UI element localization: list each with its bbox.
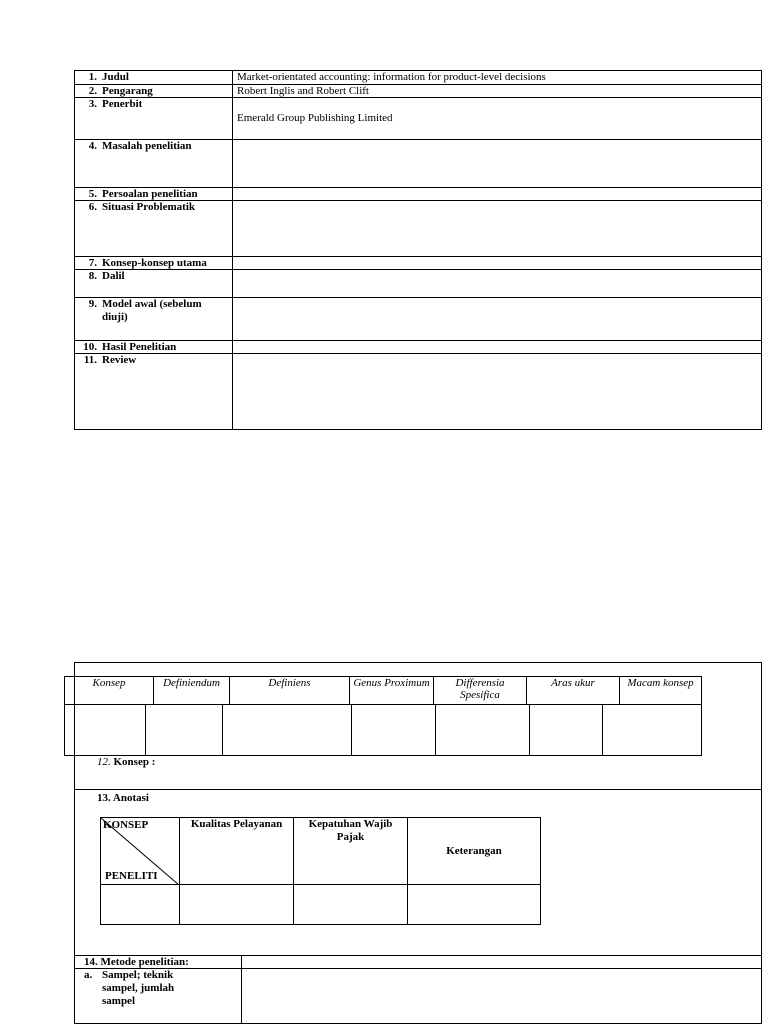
- label-review: Review: [102, 354, 137, 366]
- label-konsep-utama: Konsep-konsep utama: [102, 257, 207, 269]
- anotasi-cell: [180, 885, 294, 925]
- label-model-awal: Model awal (sebelum diuji): [102, 298, 202, 323]
- header-definiendum: Definiendum: [154, 677, 230, 705]
- form-row-pengarang: 2. Pengarang Robert Inglis and Robert Clift: [75, 85, 762, 98]
- label-masalah: Masalah penelitian: [102, 140, 192, 152]
- value-review: [233, 354, 762, 430]
- form-row-judul: [75, 71, 762, 85]
- anotasi-header-row: [101, 818, 541, 885]
- header-kualitas-pelayanan: Kualitas Pelayanan: [180, 818, 294, 885]
- anotasi-cell: [408, 885, 541, 925]
- value-pengarang: Robert Inglis and Robert Clift: [233, 85, 762, 98]
- form-row-situasi: 6. Situasi Problematik: [75, 201, 762, 257]
- label-sampel: Sampel; teknik sampel, jumlah sampel: [102, 969, 175, 1007]
- anotasi-corner-cell: [101, 818, 180, 885]
- label-pengarang: Pengarang: [102, 85, 153, 97]
- section-12-konsep: 12. Konsep :: [97, 756, 156, 768]
- cell-genus: [352, 705, 436, 756]
- label-judul: Judul: [102, 71, 129, 83]
- value-dalil: [233, 270, 762, 298]
- value-penerbit: Emerald Group Publishing Limited: [233, 98, 762, 140]
- label-situasi: Situasi Problematik: [102, 201, 196, 213]
- corner-konsep: KONSEP: [103, 819, 149, 831]
- research-form-table: [74, 70, 762, 430]
- form-row-hasil: 10. Hasil Penelitian: [75, 341, 762, 354]
- corner-peneliti: PENELITI: [105, 870, 158, 882]
- concept-table: [64, 676, 702, 705]
- cell-definiendum: [146, 705, 223, 756]
- header-aras-ukur: Aras ukur: [527, 677, 620, 705]
- header-macam-konsep: Macam konsep: [620, 677, 702, 705]
- form-label-cell: 1. Judul: [75, 71, 233, 85]
- cell-macam: [603, 705, 702, 756]
- form-row-review: 11. Review: [75, 354, 762, 430]
- form-row-dalil: 8. Dalil: [75, 270, 762, 298]
- label-penerbit: Penerbit: [102, 98, 143, 110]
- cell-differensia: [436, 705, 530, 756]
- header-konsep: Konsep: [65, 677, 154, 705]
- form-row-masalah: 4. Masalah penelitian: [75, 140, 762, 188]
- anotasi-table: [100, 817, 541, 925]
- form-row-konsep-utama: 7. Konsep-konsep utama: [75, 257, 762, 270]
- form-row-penerbit: 3. Penerbit Emerald Group Publishing Limited: [75, 98, 762, 140]
- value-judul: Market-orientated accounting: information for product-level decisions: [233, 71, 762, 85]
- cell-konsep: [65, 705, 146, 756]
- value-hasil: [233, 341, 762, 354]
- value-konsep-utama: [233, 257, 762, 270]
- metode-row-sampel: [75, 969, 762, 1024]
- value-persoalan: [233, 188, 762, 201]
- form-row-persoalan: 5. Persoalan penelitian: [75, 188, 762, 201]
- concept-table-row: [65, 705, 702, 756]
- anotasi-cell: [294, 885, 408, 925]
- metode-table: [74, 955, 762, 1024]
- value-model-awal: [233, 298, 762, 341]
- label-dalil: Dalil: [102, 270, 125, 282]
- section-divider: [74, 789, 762, 790]
- header-definiens: Definiens: [230, 677, 350, 705]
- label-persoalan: Persoalan penelitian: [102, 188, 198, 200]
- concept-table-body: [64, 704, 702, 756]
- value-situasi: [233, 201, 762, 257]
- value-sampel: [242, 969, 762, 1024]
- anotasi-data-row: [101, 885, 541, 925]
- cell-definiens: [223, 705, 352, 756]
- header-kepatuhan-wajib-pajak: Kepatuhan Wajib Pajak: [294, 818, 408, 885]
- header-keterangan: Keterangan: [408, 818, 541, 885]
- value-metode-penelitian: [242, 956, 762, 969]
- form-row-model-awal: 9. Model awal (sebelum diuji): [75, 298, 762, 341]
- label-metode-penelitian: 14. Metode penelitian:: [75, 956, 242, 969]
- metode-header-row: [75, 956, 762, 969]
- sampel-num: a.: [84, 969, 93, 981]
- section-13-anotasi: 13. Anotasi: [97, 792, 149, 804]
- concept-table-header: [65, 677, 702, 705]
- header-differensia-spesifica: Differensia Spesifica: [434, 677, 527, 705]
- label-hasil: Hasil Penelitian: [102, 341, 177, 353]
- header-genus-proximum: Genus Proximum: [350, 677, 434, 705]
- anotasi-cell: [101, 885, 180, 925]
- cell-aras: [530, 705, 603, 756]
- value-masalah: [233, 140, 762, 188]
